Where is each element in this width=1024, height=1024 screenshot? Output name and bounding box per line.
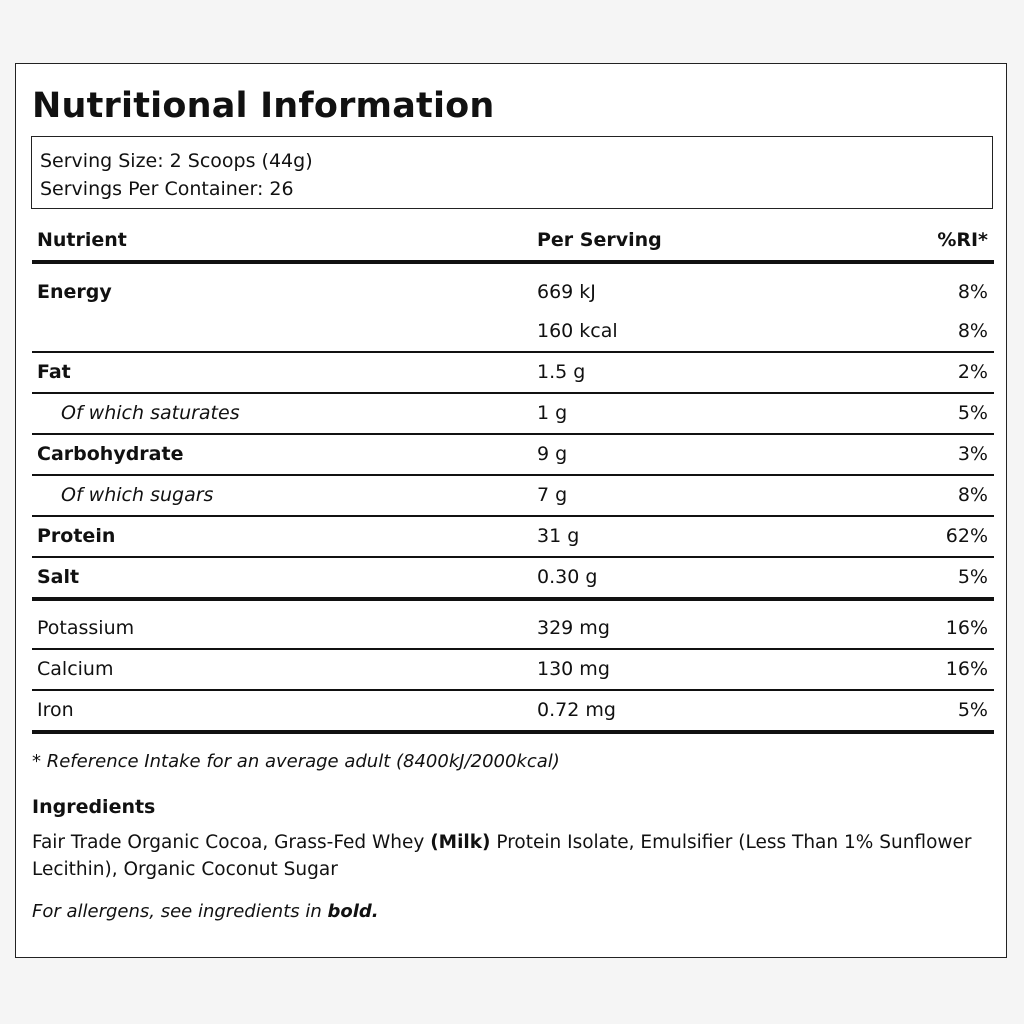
nutrient-name: Protein	[37, 525, 116, 547]
nutrient-name: Of which saturates	[61, 402, 240, 424]
ingredients-text	[32, 829, 992, 883]
nutrient-name: Potassium	[37, 617, 135, 639]
ri-value: 5%	[957, 402, 988, 424]
allergen-milk: (Milk)	[430, 832, 491, 853]
ri-value: 8%	[957, 281, 988, 303]
per-serving-value: 669 kJ	[537, 281, 596, 303]
ingredients-part-1: Fair Trade Organic Cocoa, Grass-Fed Whey	[32, 832, 431, 853]
row-divider	[32, 689, 994, 691]
header-ri: %RI*	[937, 229, 988, 251]
ri-value: 8%	[957, 320, 988, 342]
per-serving-value: 9 g	[537, 443, 568, 465]
per-serving-value: 130 mg	[537, 658, 610, 680]
ri-value: 2%	[957, 361, 988, 383]
section-divider	[32, 597, 994, 601]
per-serving-value: 0.30 g	[537, 566, 598, 588]
nutrient-name: Of which sugars	[61, 484, 214, 506]
allergen-note-text: For allergens, see ingredients in	[32, 901, 328, 922]
per-serving-value: 1.5 g	[537, 361, 586, 383]
ri-value: 5%	[957, 566, 988, 588]
row-divider	[32, 474, 994, 476]
ri-value: 16%	[945, 658, 988, 680]
row-divider	[32, 515, 994, 517]
nutrition-panel	[15, 63, 1007, 958]
allergen-note	[32, 901, 379, 922]
per-serving-value: 31 g	[537, 525, 580, 547]
serving-size: Serving Size: 2 Scoops (44g)	[40, 150, 313, 172]
ri-value: 5%	[957, 699, 988, 721]
per-serving-value: 0.72 mg	[537, 699, 616, 721]
ri-value: 3%	[957, 443, 988, 465]
row-divider	[32, 392, 994, 394]
row-divider	[32, 648, 994, 650]
row-divider	[32, 556, 994, 558]
servings-per-container: Servings Per Container: 26	[40, 178, 294, 200]
page-title: Nutritional Information	[32, 86, 495, 126]
nutrient-name: Calcium	[37, 658, 114, 680]
header-divider	[32, 260, 994, 264]
header-nutrient: Nutrient	[37, 229, 127, 251]
per-serving-value: 7 g	[537, 484, 568, 506]
per-serving-value: 160 kcal	[537, 320, 618, 342]
serving-info-box	[31, 136, 993, 209]
header-per-serving: Per Serving	[537, 229, 662, 251]
ri-footnote: * Reference Intake for an average adult (8400kJ/2000kcal)	[32, 751, 560, 772]
nutrient-name: Salt	[37, 566, 80, 588]
ri-value: 16%	[945, 617, 988, 639]
per-serving-value: 1 g	[537, 402, 568, 424]
nutrient-name: Fat	[37, 361, 71, 383]
nutrient-name: Carbohydrate	[37, 443, 184, 465]
allergen-note-bold: bold.	[327, 901, 379, 922]
per-serving-value: 329 mg	[537, 617, 610, 639]
nutrient-name: Energy	[37, 281, 112, 303]
ingredients-heading: Ingredients	[32, 796, 156, 818]
nutrient-name: Iron	[37, 699, 74, 721]
table-bottom-rule	[32, 730, 994, 734]
ingredients-part-2: Protein Isolate, Emulsifier (Less Than 1% Sunflower Lecithin), Organic Coconut Sugar	[32, 832, 972, 880]
row-divider	[32, 433, 994, 435]
ri-value: 8%	[957, 484, 988, 506]
row-divider	[32, 351, 994, 353]
ri-value: 62%	[945, 525, 988, 547]
